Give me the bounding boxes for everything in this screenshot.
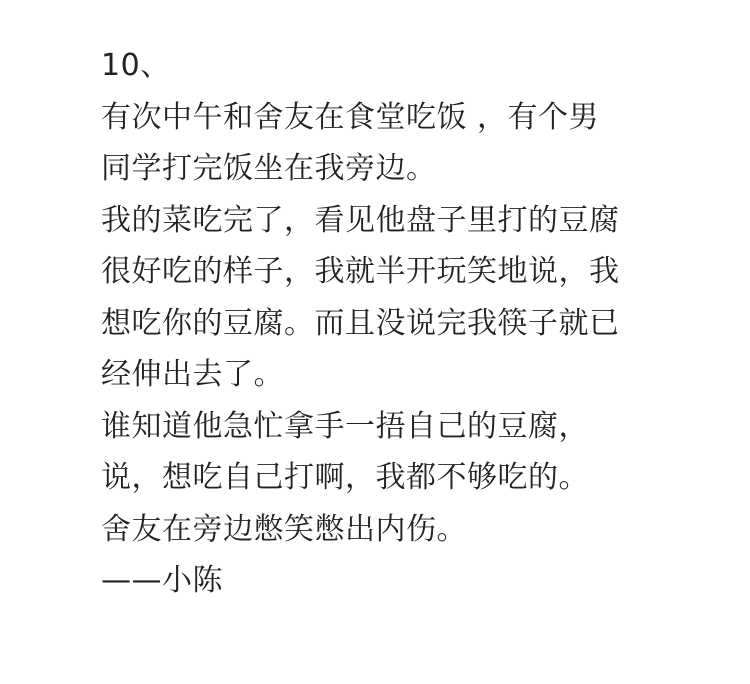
text-line: 想吃你的豆腐。而且没说完我筷子就已 — [101, 305, 620, 341]
text-line: 同学打完饭坐在我旁边。 — [101, 151, 437, 186]
text-line: 我的菜吃完了，看见他盘子里打的豆腐 — [101, 202, 620, 238]
story-number: 10、 — [101, 48, 171, 83]
post-text — [101, 40, 721, 607]
text-line: 谁知道他急忙拿手一捂自己的豆腐， — [101, 408, 589, 444]
author-signature: ——小陈 — [101, 563, 223, 598]
text-line: 有次中午和舍友在食堂吃饭 ，有个男 — [101, 99, 600, 135]
text-line: 舍友在旁边憋笑憋出内伤。 — [101, 511, 467, 547]
text-line: 很好吃的样子，我就半开玩笑地说，我 — [101, 254, 620, 289]
text-line: 说，想吃自己打啊，我都不够吃的。 — [101, 460, 589, 495]
text-line: 经伸出去了。 — [101, 357, 284, 392]
